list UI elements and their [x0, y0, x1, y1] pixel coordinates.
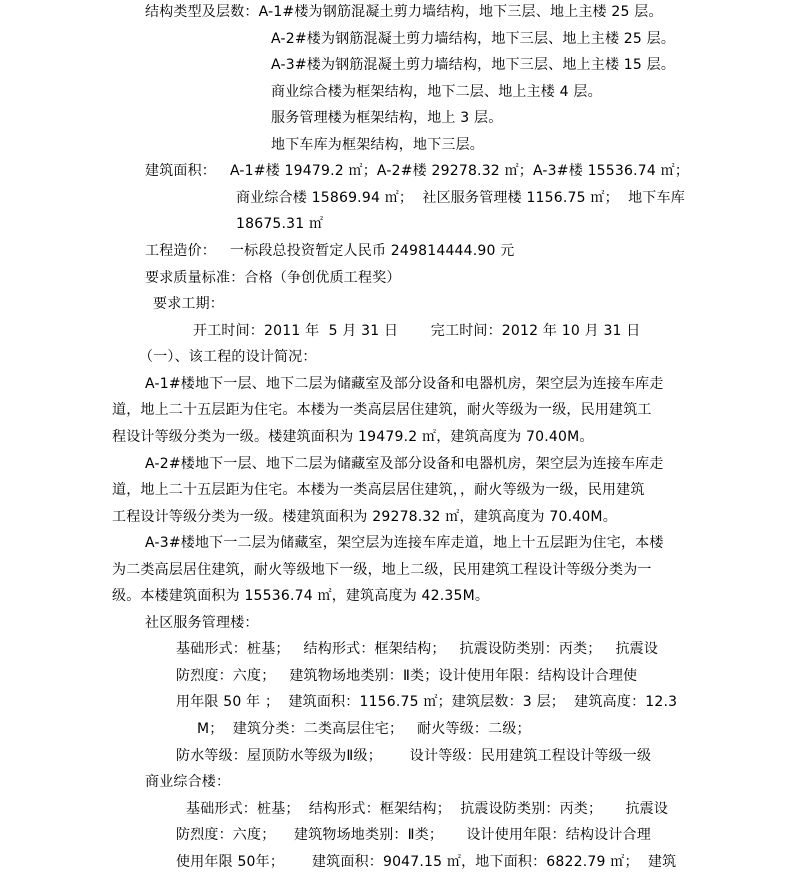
structure-type-line-a1: 结构类型及层数：A-1#楼为钢筋混凝土剪力墙结构，地下三层、地上主楼 25 层。	[145, 4, 663, 20]
project-cost-line: 工程造价： 一标段总投资暂定人民币 249814444.90 元	[145, 243, 515, 259]
building-area-line-2: 商业综合楼 15869.94 ㎡； 社区服务管理楼 1156.75 ㎡； 地下车库	[236, 190, 685, 206]
structure-type-line-garage: 地下车库为框架结构，地下三层。	[271, 137, 484, 153]
structure-type-line-a2: A-2#楼为钢筋混凝土剪力墙结构，地下三层、地上主楼 25 层。	[271, 31, 676, 47]
a3-paragraph-line-1: A-3#楼地下一二层为储藏室，架空层为连接车库走道，地上十五层距为住宅，本楼	[145, 535, 664, 551]
service-building-line-1: 基础形式：桩基； 结构形式：框架结构； 抗震设防类别：丙类； 抗震设	[176, 641, 659, 657]
structure-type-line-a3: A-3#楼为钢筋混凝土剪力墙结构，地下三层、地上主楼 15 层。	[271, 57, 676, 73]
design-overview-heading: （一）、该工程的设计简况：	[139, 349, 317, 365]
commercial-building-line-1: 基础形式：桩基； 结构形式：框架结构； 抗震设防类别：丙类； 抗震设	[186, 801, 669, 817]
service-building-heading: 社区服务管理楼：	[145, 615, 259, 631]
a3-paragraph-line-3: 级。本楼建筑面积为 15536.74 ㎡，建筑高度为 42.35M。	[112, 588, 490, 604]
schedule-dates-line: 开工时间：2011 年 5 月 31 日 完工时间：2012 年 10 月 31 日	[193, 323, 641, 339]
a1-paragraph-line-2: 道，地上二十五层距为住宅。本楼为一类高层居住建筑，耐火等级为一级，民用建筑工	[112, 402, 652, 418]
building-area-line-3: 18675.31 ㎡	[236, 216, 324, 232]
a3-paragraph-line-2: 为二类高层居住建筑，耐火等级地下一级，地上二级，民用建筑工程设计等级分类为一	[112, 562, 652, 578]
structure-type-line-commercial: 商业综合楼为框架结构，地下二层、地上主楼 4 层。	[271, 84, 602, 100]
a2-paragraph-line-3: 工程设计等级分类为一级。楼建筑面积为 29278.32 ㎡，建筑高度为 70.40M。	[112, 509, 617, 525]
service-building-line-4: M； 建筑分类：二类高层住宅； 耐火等级：二级；	[197, 721, 531, 737]
a1-paragraph-line-3: 程设计等级分类为一级。楼建筑面积为 19479.2 ㎡，建筑高度为 70.40M。	[112, 429, 594, 445]
a2-paragraph-line-2: 道，地上二十五层距为住宅。本楼为一类高层居住建筑，，耐火等级为一级，民用建筑	[112, 482, 645, 498]
structure-type-line-service: 服务管理楼为框架结构，地上 3 层。	[271, 110, 503, 126]
a1-paragraph-line-1: A-1#楼地下一层、地下二层为储藏室及部分设备和电器机房，架空层为连接车库走	[145, 376, 664, 392]
commercial-building-line-2: 防烈度：六度； 建筑物场地类别：Ⅱ类； 设计使用年限：结构设计合理	[176, 827, 651, 843]
schedule-heading: 要求工期：	[153, 296, 224, 312]
quality-standard-line: 要求质量标准：合格（争创优质工程奖）	[145, 270, 401, 286]
service-building-line-2: 防烈度：六度； 建筑物场地类别：Ⅱ类；设计使用年限：结构设计合理使	[176, 668, 638, 684]
commercial-building-line-3: 使用年限 50年； 建筑面积：9047.15 ㎡，地下面积：6822.79 ㎡； 建筑	[176, 854, 677, 870]
building-area-line-1: 建筑面积： A-1#楼 19479.2 ㎡；A-2#楼 29278.32 ㎡；A-3#楼 15536.74 ㎡；	[145, 163, 690, 179]
service-building-line-3: 用年限 50 年 ； 建筑面积：1156.75 ㎡；建筑层数：3 层； 建筑高度：12.3	[176, 694, 678, 710]
service-building-line-5: 防水等级：屋顶防水等级为Ⅱ级； 设计等级：民用建筑工程设计等级一级	[176, 748, 652, 764]
a2-paragraph-line-1: A-2#楼地下一层、地下二层为储藏室及部分设备和电器机房，架空层为连接车库走	[145, 456, 664, 472]
commercial-building-heading: 商业综合楼：	[145, 774, 231, 790]
